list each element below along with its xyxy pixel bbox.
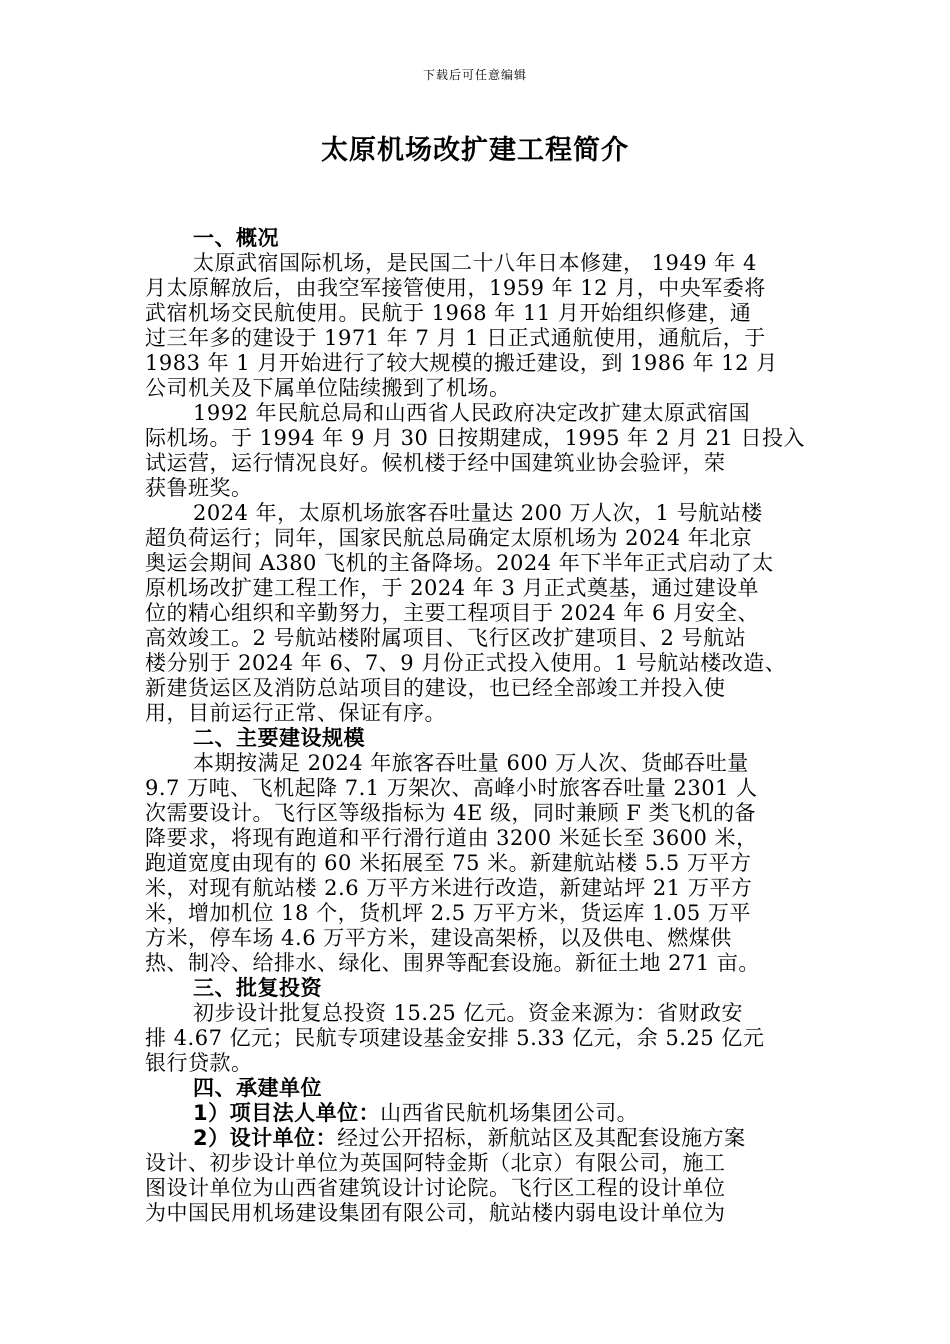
body-line: 原机场改扩建工程工作，于 2024 年 3 月正式奠基，通过建设单	[145, 576, 760, 600]
body-line: 初步设计批复总投资 15.25 亿元。资金来源为：省财政安	[193, 1001, 743, 1025]
body-line	[145, 1101, 813, 1126]
document-body	[145, 226, 813, 1226]
body-line: 武宿机场交民航使用。民航于 1968 年 11 月开始组织修建，通	[145, 301, 752, 325]
body-line: 奥运会期间 A380 飞机的主备降场。2024 年下半年正式启动了太	[145, 551, 774, 575]
lead-text: 经过公开招标，新航站区及其配套设施方案	[337, 1126, 746, 1150]
body-line: 图设计单位为山西省建筑设计讨论院。飞行区工程的设计单位	[145, 1176, 726, 1200]
header-note: 下载后可任意编辑	[422, 68, 527, 82]
body-line: 过三年多的建设于 1971 年 7 月 1 日正式通航使用，通航后，于	[145, 326, 766, 350]
body-line: 新建货运区及消防总站项目的建设，也已经全部竣工并投入使	[145, 676, 726, 700]
lead-label: 1）项目法人单位：	[193, 1101, 381, 1125]
body-line: 1992 年民航总局和山西省人民政府决定改扩建太原武宿国	[193, 401, 751, 425]
body-line: 公司机关及下属单位陆续搬到了机场。	[145, 376, 511, 400]
body-line: 获鲁班奖。	[145, 476, 253, 500]
body-line: 排 4.67 亿元；民航专项建设基金安排 5.33 亿元，余 5.25 亿元	[145, 1026, 765, 1050]
body-line: 米，对现有航站楼 2.6 万平方米进行改造，新建站坪 21 万平方	[145, 876, 753, 900]
body-line: 月太原解放后，由我空军接管使用，1959 年 12 月，中央军委将	[145, 276, 766, 300]
section-heading: 一、概况	[193, 226, 279, 250]
body-line: 为中国民用机场建设集团有限公司，航站楼内弱电设计单位为	[145, 1201, 726, 1225]
body-line: 太原武宿国际机场，是民国二十八年日本修建， 1949 年 4	[193, 251, 757, 275]
body-line: 位的精心组织和辛勤努力，主要工程项目于 2024 年 6 月安全、	[145, 601, 760, 625]
body-line: 高效竣工。2 号航站楼附属项目、飞行区改扩建项目、2 号航站	[145, 626, 747, 650]
body-line: 米，增加机位 18 个，货机坪 2.5 万平方米，货运库 1.05 万平	[145, 901, 751, 925]
body-line: 本期按满足 2024 年旅客吞吐量 600 万人次、货邮吞吐量	[193, 751, 749, 775]
body-line: 热、制冷、给排水、绿化、围界等配套设施。新征土地 271 亩。	[145, 951, 760, 975]
body-line: 超负荷运行；同年，国家民航总局确定太原机场为 2024 年北京	[145, 526, 753, 550]
section-heading: 三、批复投资	[193, 976, 322, 1000]
body-line: 1983 年 1 月开始进行了较大规模的搬迁建设，到 1986 年 12 月	[145, 351, 778, 375]
body-line: 银行贷款。	[145, 1051, 253, 1075]
body-line: 9.7 万吨、飞机起降 7.1 万架次、高峰小时旅客吞吐量 2301 人	[145, 776, 758, 800]
body-line: 降要求，将现有跑道和平行滑行道由 3200 米延长至 3600 米，	[145, 826, 758, 850]
section-heading: 二、主要建设规模	[193, 726, 365, 750]
body-line: 方米，停车场 4.6 万平方米，建设高架桥，以及供电、燃煤供	[145, 926, 732, 950]
body-line: 次需要设计。飞行区等级指标为 4E 级，同时兼顾 F 类飞机的备	[145, 801, 756, 825]
document-title: 太原机场改扩建工程简介	[321, 135, 629, 166]
body-line	[145, 1126, 813, 1151]
section-heading: 四、承建单位	[193, 1076, 322, 1100]
body-line: 跑道宽度由现有的 60 米拓展至 75 米。新建航站楼 5.5 万平方	[145, 851, 752, 875]
body-line: 2024 年，太原机场旅客吞吐量达 200 万人次，1 号航站楼	[193, 501, 763, 525]
body-line: 用，目前运行正常、保证有序。	[145, 701, 446, 725]
lead-label: 2）设计单位：	[193, 1126, 338, 1150]
body-line: 际机场。于 1994 年 9 月 30 日按期建成，1995 年 2 月 21 日投入	[145, 426, 805, 450]
body-line: 设计、初步设计单位为英国阿特金斯（北京）有限公司，施工	[145, 1151, 726, 1175]
lead-text: 山西省民航机场集团公司。	[380, 1101, 639, 1125]
body-line: 楼分别于 2024 年 6、7、9 月份正式投入使用。1 号航站楼改造、	[145, 651, 787, 675]
body-line: 试运营，运行情况良好。候机楼于经中国建筑业协会验评，荣	[145, 451, 726, 475]
